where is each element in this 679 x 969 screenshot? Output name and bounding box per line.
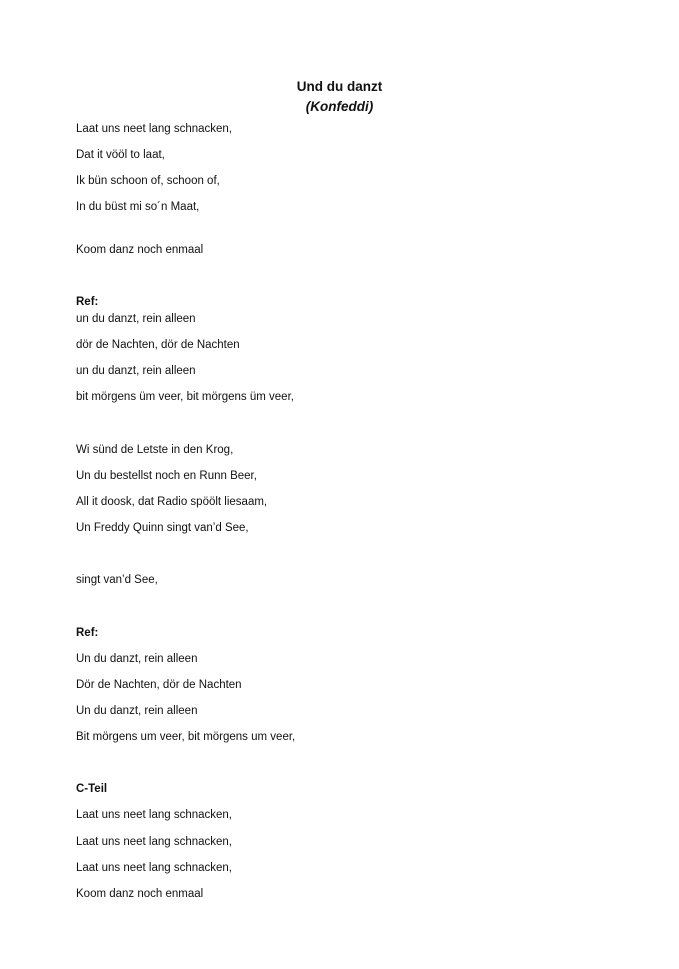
verse-line: In du büst mi so´n Maat,: [76, 201, 200, 213]
verse-line: Dat it vööl to laat,: [76, 149, 165, 161]
refrain-line: dör de Nachten, dör de Nachten: [76, 339, 240, 351]
c-part-line: Laat uns neet lang schnacken,: [76, 862, 233, 874]
refrain-line: Un du danzt, rein alleen: [76, 653, 198, 665]
song-subtitle: (Konfeddi): [305, 99, 374, 114]
refrain-heading: Ref:: [76, 296, 99, 308]
refrain-line: Un du danzt, rein alleen: [76, 705, 198, 717]
verse-line: All it doosk, dat Radio spöölt liesaam,: [76, 496, 268, 508]
song-title: Und du danzt: [296, 79, 383, 94]
verse-line: Ik bün schoon of, schoon of,: [76, 175, 220, 187]
refrain-heading: Ref:: [76, 627, 99, 639]
refrain-line: un du danzt, rein alleen: [76, 365, 196, 377]
verse-line: Laat uns neet lang schnacken,: [76, 123, 233, 135]
verse-line: Koom danz noch enmaal: [76, 244, 204, 256]
c-part-line: Koom danz noch enmaal: [76, 888, 204, 900]
verse-line: Wi sünd de Letste in den Krog,: [76, 444, 234, 456]
verse-line: Un du bestellst noch en Runn Beer,: [76, 470, 257, 482]
verse-line: singt van’d See,: [76, 574, 158, 586]
refrain-line: Bit mörgens um veer, bit mörgens um veer,: [76, 731, 296, 743]
c-part-heading: C-Teil: [76, 783, 108, 795]
verse-line: Un Freddy Quinn singt van’d See,: [76, 522, 249, 534]
refrain-line: un du danzt, rein alleen: [76, 313, 196, 325]
c-part-line: Laat uns neet lang schnacken,: [76, 836, 233, 848]
refrain-line: Dör de Nachten, dör de Nachten: [76, 679, 242, 691]
refrain-line: bit mörgens üm veer, bit mörgens üm veer,: [76, 391, 294, 403]
c-part-line: Laat uns neet lang schnacken,: [76, 809, 233, 821]
